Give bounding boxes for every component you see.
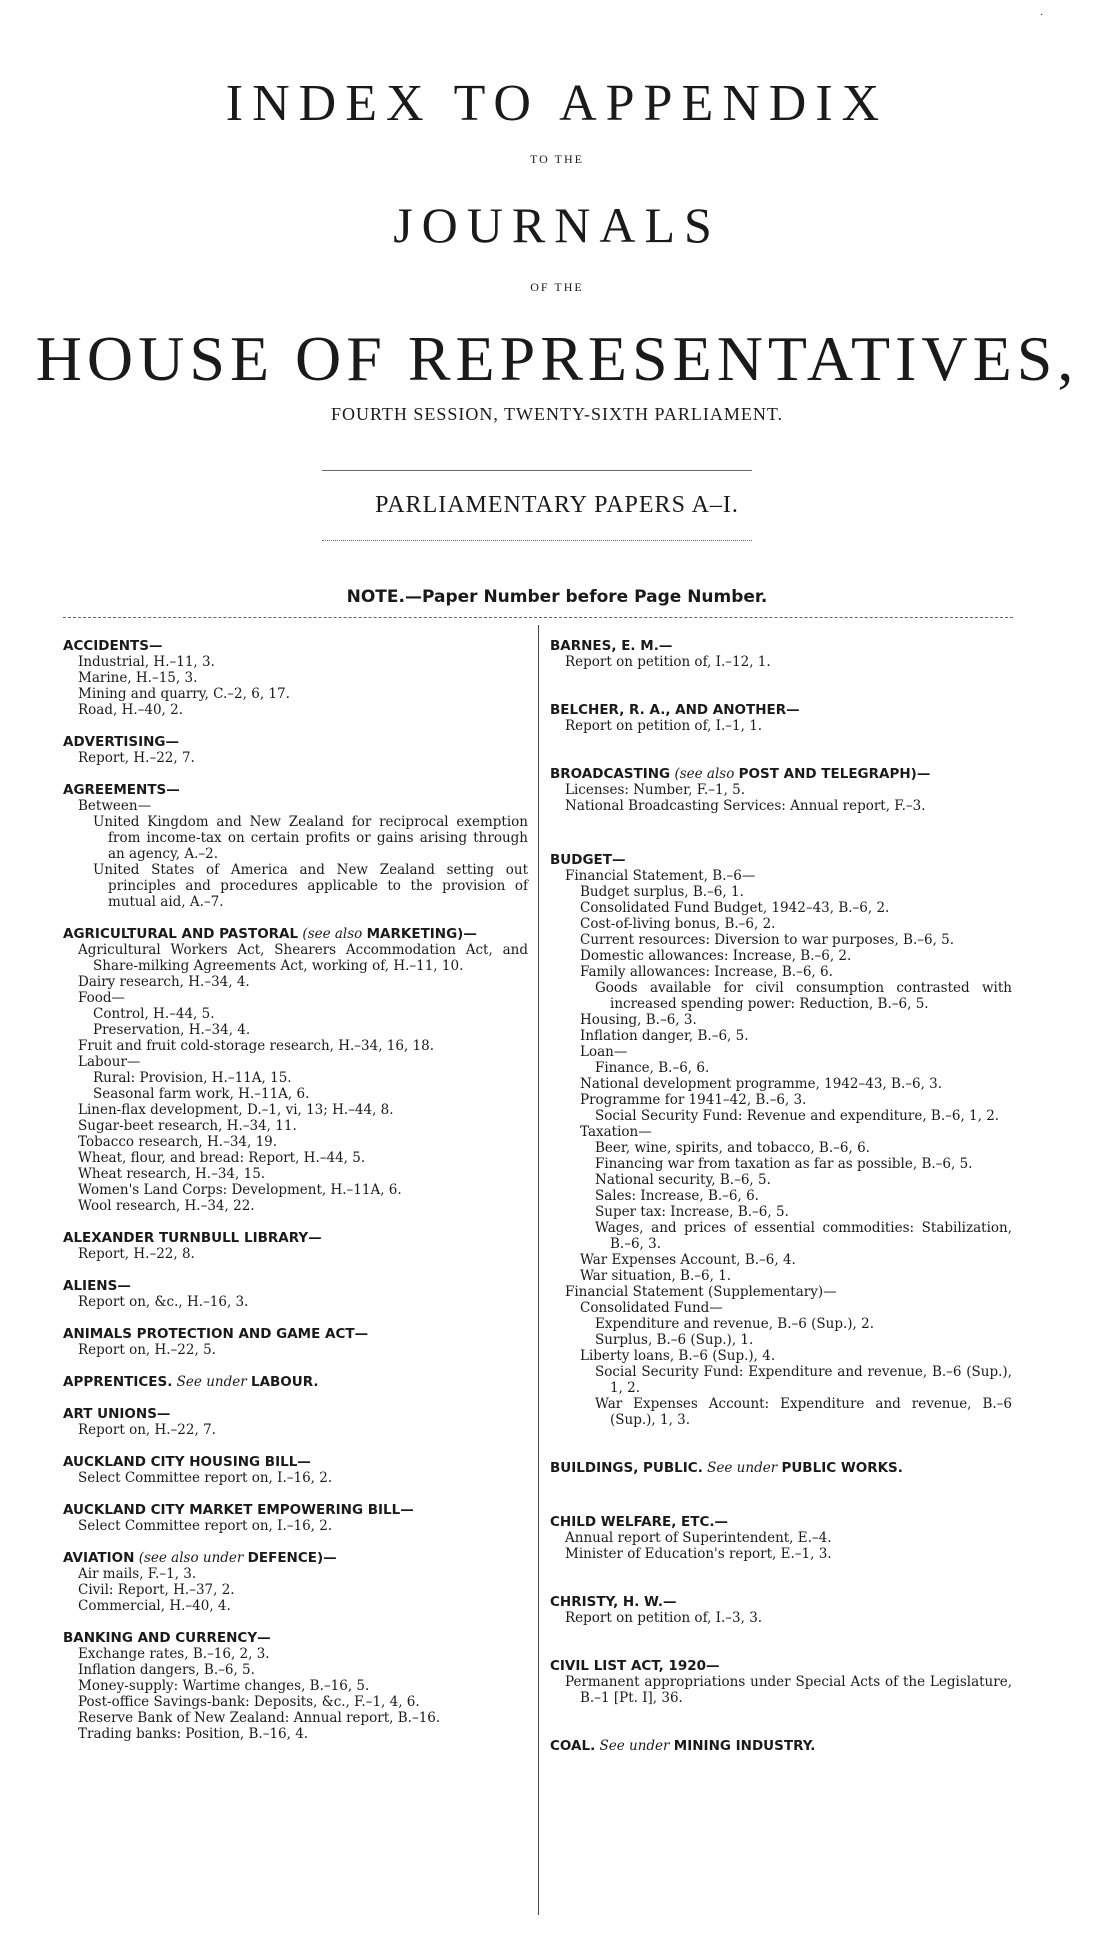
entry-heading: AUCKLAND CITY HOUSING BILL— (63, 1454, 311, 1470)
entry-heading (63, 926, 528, 942)
entry-line: Domestic allowances: Increase, B.–6, 2. (580, 948, 852, 964)
entry-line: Housing, B.–6, 3. (580, 1012, 697, 1028)
entry-line: Financing war from taxation as far as possible, B.–6, 5. (595, 1156, 973, 1172)
entry-line: Social Security Fund: Expenditure and revenue, B.–6 (Sup.), 1, 2. (595, 1364, 1012, 1396)
index-entry-agricultural (63, 926, 528, 1214)
entry-heading: BELCHER, R. A., AND ANOTHER— (550, 702, 800, 718)
entry-line: Report on, H.–22, 5. (78, 1342, 216, 1358)
entry-line: Annual report of Superintendent, E.–4. (565, 1530, 832, 1546)
entry-line: Sales: Increase, B.–6, 6. (595, 1188, 759, 1204)
entry-line: Report on, &c., H.–16, 3. (78, 1294, 249, 1310)
see-target: DEFENCE)— (247, 1550, 337, 1566)
entry-line: Agricultural Workers Act, Shearers Accommodation Act, and Share-milking Agreements Act, working of, H.–11, 10. (78, 942, 528, 974)
index-entry-budget (550, 852, 1012, 1428)
see-target: POST AND TELEGRAPH)— (738, 766, 931, 782)
entry-line: Finance, B.–6, 6. (595, 1060, 710, 1076)
entry-line: Liberty loans, B.–6 (Sup.), 4. (580, 1348, 776, 1364)
entry-line: Budget surplus, B.–6, 1. (580, 884, 744, 900)
note-line: NOTE.—Paper Number before Page Number. (346, 587, 768, 607)
entry-line: Exchange rates, B.–16, 2, 3. (78, 1646, 270, 1662)
entry-line: Rural: Provision, H.–11A, 15. (93, 1070, 292, 1086)
index-entry-barnes (550, 638, 1012, 670)
entry-line: Wages, and prices of essential commodities: Stabilization, B.–6, 3. (595, 1220, 1012, 1252)
entry-heading: ART UNIONS— (63, 1406, 171, 1422)
entry-line: Consolidated Fund— (580, 1300, 723, 1316)
see-target: PUBLIC WORKS. (781, 1460, 903, 1476)
entry-line: United Kingdom and New Zealand for reciprocal exemption from income-tax on certain profits or gains arising through an agency, A.–2. (93, 814, 528, 862)
index-entry-accidents (63, 638, 528, 718)
entry-line: War Expenses Account, B.–6, 4. (580, 1252, 796, 1268)
index-entry-christy (550, 1594, 1012, 1626)
index-entry-agreements (63, 782, 528, 910)
entry-heading: ALEXANDER TURNBULL LIBRARY— (63, 1230, 322, 1246)
entry-line: Trading banks: Position, B.–16, 4. (78, 1726, 309, 1742)
see-text: See under (176, 1374, 247, 1390)
entry-heading: ALIENS— (63, 1278, 131, 1294)
entry-line: Road, H.–40, 2. (78, 702, 184, 718)
entry-line: Marine, H.–15, 3. (78, 670, 198, 686)
left-column (63, 638, 528, 1758)
entry-line: Expenditure and revenue, B.–6 (Sup.), 2. (595, 1316, 875, 1332)
column-divider (538, 625, 539, 1915)
entry-line: Report on petition of, I.–12, 1. (565, 654, 771, 670)
index-entry-auckland-market (63, 1502, 528, 1534)
entry-line: National Broadcasting Services: Annual report, F.–3. (565, 798, 926, 814)
entry-line: Minister of Education's report, E.–1, 3. (565, 1546, 832, 1562)
entry-line: Food— (78, 990, 126, 1006)
entry-heading: AUCKLAND CITY MARKET EMPOWERING BILL— (63, 1502, 414, 1518)
entry-line: Preservation, H.–34, 4. (93, 1022, 251, 1038)
right-column (550, 638, 1012, 1770)
entry-line: Commercial, H.–40, 4. (78, 1598, 231, 1614)
see-target: LABOUR. (250, 1374, 319, 1390)
entry-line: Social Security Fund: Revenue and expenditure, B.–6, 1, 2. (595, 1108, 1000, 1124)
entry-line: Post-office Savings-bank: Deposits, &c., F.–1, 4, 6. (78, 1694, 420, 1710)
entry-line: Select Committee report on, I.–16, 2. (78, 1470, 333, 1486)
entry-line: Financial Statement (Supplementary)— (565, 1284, 837, 1300)
heading-text: AGRICULTURAL AND PASTORAL (63, 926, 299, 942)
entry-line: Seasonal farm work, H.–11A, 6. (93, 1086, 310, 1102)
page-speck: · (1040, 10, 1044, 21)
entry-heading: CHILD WELFARE, ETC.— (550, 1514, 728, 1530)
entry-line: Super tax: Increase, B.–6, 5. (595, 1204, 789, 1220)
entry-heading (63, 1550, 528, 1566)
see-text: See under (599, 1738, 670, 1754)
entry-line: Beer, wine, spirits, and tobacco, B.–6, 6. (595, 1140, 870, 1156)
entry-heading (63, 1374, 528, 1390)
entry-line: Programme for 1941–42, B.–6, 3. (580, 1092, 807, 1108)
entry-line: Labour— (78, 1054, 141, 1070)
see-text: See under (707, 1460, 778, 1476)
entry-line: Dairy research, H.–34, 4. (78, 974, 250, 990)
entry-line: Air mails, F.–1, 3. (78, 1566, 197, 1582)
entry-line: Report, H.–22, 8. (78, 1246, 195, 1262)
see-target: MINING INDUSTRY. (673, 1738, 816, 1754)
entry-line: Cost-of-living bonus, B.–6, 2. (580, 916, 776, 932)
entry-heading: ACCIDENTS— (63, 638, 163, 654)
entry-heading: ANIMALS PROTECTION AND GAME ACT— (63, 1326, 369, 1342)
entry-heading: AGREEMENTS— (63, 782, 180, 798)
index-entry-banking (63, 1630, 528, 1742)
house-title: HOUSE OF REPRESENTATIVES, (35, 323, 1079, 394)
entry-line: Wheat research, H.–34, 15. (78, 1166, 266, 1182)
entry-heading: ADVERTISING— (63, 734, 179, 750)
rule-below-papers (322, 540, 752, 541)
entry-line: Permanent appropriations under Special Acts of the Legislature, B.–1 [Pt. I], 36. (565, 1674, 1012, 1706)
entry-line: National security, B.–6, 5. (595, 1172, 771, 1188)
entry-line: Surplus, B.–6 (Sup.), 1. (595, 1332, 754, 1348)
entry-line: War situation, B.–6, 1. (580, 1268, 732, 1284)
entry-line: Family allowances: Increase, B.–6, 6. (580, 964, 833, 980)
entry-heading (550, 1460, 1012, 1476)
entry-heading: BARNES, E. M.— (550, 638, 673, 654)
heading-text: BROADCASTING (550, 766, 671, 782)
index-entry-aliens (63, 1278, 528, 1310)
entry-line: Women's Land Corps: Development, H.–11A, 6. (78, 1182, 402, 1198)
entry-line: Licenses: Number, F.–1, 5. (565, 782, 746, 798)
index-entry-turnbull (63, 1230, 528, 1262)
index-entry-auckland-housing (63, 1454, 528, 1486)
entry-line: Sugar-beet research, H.–34, 11. (78, 1118, 297, 1134)
entry-line: Wool research, H.–34, 22. (78, 1198, 255, 1214)
entry-line: Wheat, flour, and bread: Report, H.–44, 5. (78, 1150, 366, 1166)
entry-line: Control, H.–44, 5. (93, 1006, 215, 1022)
entry-line: Reserve Bank of New Zealand: Annual report, B.–16. (78, 1710, 441, 1726)
entry-heading: BANKING AND CURRENCY— (63, 1630, 271, 1646)
entry-heading: CIVIL LIST ACT, 1920— (550, 1658, 720, 1674)
index-entry-child-welfare (550, 1514, 1012, 1562)
index-entry-coal (550, 1738, 1012, 1754)
entry-line: Current resources: Diversion to war purposes, B.–6, 5. (580, 932, 955, 948)
index-entry-art-unions (63, 1406, 528, 1438)
entry-heading: CHRISTY, H. W.— (550, 1594, 677, 1610)
entry-line: Money-supply: Wartime changes, B.–16, 5. (78, 1678, 370, 1694)
entry-line: Fruit and fruit cold-storage research, H.–34, 16, 18. (78, 1038, 435, 1054)
entry-line: Loan— (580, 1044, 628, 1060)
rule-above-papers (322, 470, 752, 471)
entry-line: Report on petition of, I.–3, 3. (565, 1610, 763, 1626)
heading-text: COAL. (550, 1738, 596, 1754)
rule-below-note (63, 617, 1013, 618)
entry-line: Inflation danger, B.–6, 5. (580, 1028, 749, 1044)
entry-line: Consolidated Fund Budget, 1942–43, B.–6, 2. (580, 900, 890, 916)
entry-heading (550, 1738, 1012, 1754)
see-also-text: (see also under (138, 1550, 244, 1566)
entry-line: National development programme, 1942–43, B.–6, 3. (580, 1076, 943, 1092)
index-title: INDEX TO APPENDIX (225, 75, 889, 132)
entry-heading (550, 766, 1012, 782)
index-entry-buildings (550, 1460, 1012, 1476)
entry-line: Taxation— (580, 1124, 652, 1140)
entry-line: Report, H.–22, 7. (78, 750, 195, 766)
entry-line: Mining and quarry, C.–2, 6, 17. (78, 686, 290, 702)
session-subtitle: FOURTH SESSION, TWENTY-SIXTH PARLIAMENT. (330, 404, 784, 424)
entry-line: Linen-flax development, D.–1, vi, 13; H.–44, 8. (78, 1102, 394, 1118)
index-entry-animals (63, 1326, 528, 1358)
index-entry-belcher (550, 702, 1012, 734)
heading-text: APPRENTICES. (63, 1374, 173, 1390)
entry-line: Inflation dangers, B.–6, 5. (78, 1662, 255, 1678)
title-connector-to-the: TO THE (530, 152, 584, 166)
entry-heading: BUDGET— (550, 852, 626, 868)
see-also-text: (see also (302, 926, 363, 942)
index-entry-apprentices (63, 1374, 528, 1390)
index-entry-advertising (63, 734, 528, 766)
entry-line: Financial Statement, B.–6— (565, 868, 756, 884)
papers-subtitle: PARLIAMENTARY PAPERS A–I. (375, 492, 739, 518)
entry-line: United States of America and New Zealand setting out principles and procedures applicable to the provision of mutual aid, A.–7. (93, 862, 528, 910)
index-entry-aviation (63, 1550, 528, 1614)
entry-line: Goods available for civil consumption contrasted with increased spending power: Reduction, B.–6, 5. (595, 980, 1012, 1012)
heading-text: AVIATION (63, 1550, 135, 1566)
see-target: MARKETING)— (366, 926, 477, 942)
title-connector-of-the: OF THE (530, 280, 584, 294)
entry-line: Report on, H.–22, 7. (78, 1422, 216, 1438)
journals-title: JOURNALS (393, 197, 721, 253)
heading-text: BUILDINGS, PUBLIC. (550, 1460, 703, 1476)
entry-line: Between— (78, 798, 152, 814)
index-entry-civil-list (550, 1658, 1012, 1706)
see-also-text: (see also (674, 766, 735, 782)
entry-line: War Expenses Account: Expenditure and revenue, B.–6 (Sup.), 1, 3. (595, 1396, 1012, 1428)
entry-line: Select Committee report on, I.–16, 2. (78, 1518, 333, 1534)
entry-line: Industrial, H.–11, 3. (78, 654, 215, 670)
entry-line: Report on petition of, I.–1, 1. (565, 718, 763, 734)
index-entry-broadcasting (550, 766, 1012, 814)
entry-line: Civil: Report, H.–37, 2. (78, 1582, 235, 1598)
entry-line: Tobacco research, H.–34, 19. (78, 1134, 278, 1150)
